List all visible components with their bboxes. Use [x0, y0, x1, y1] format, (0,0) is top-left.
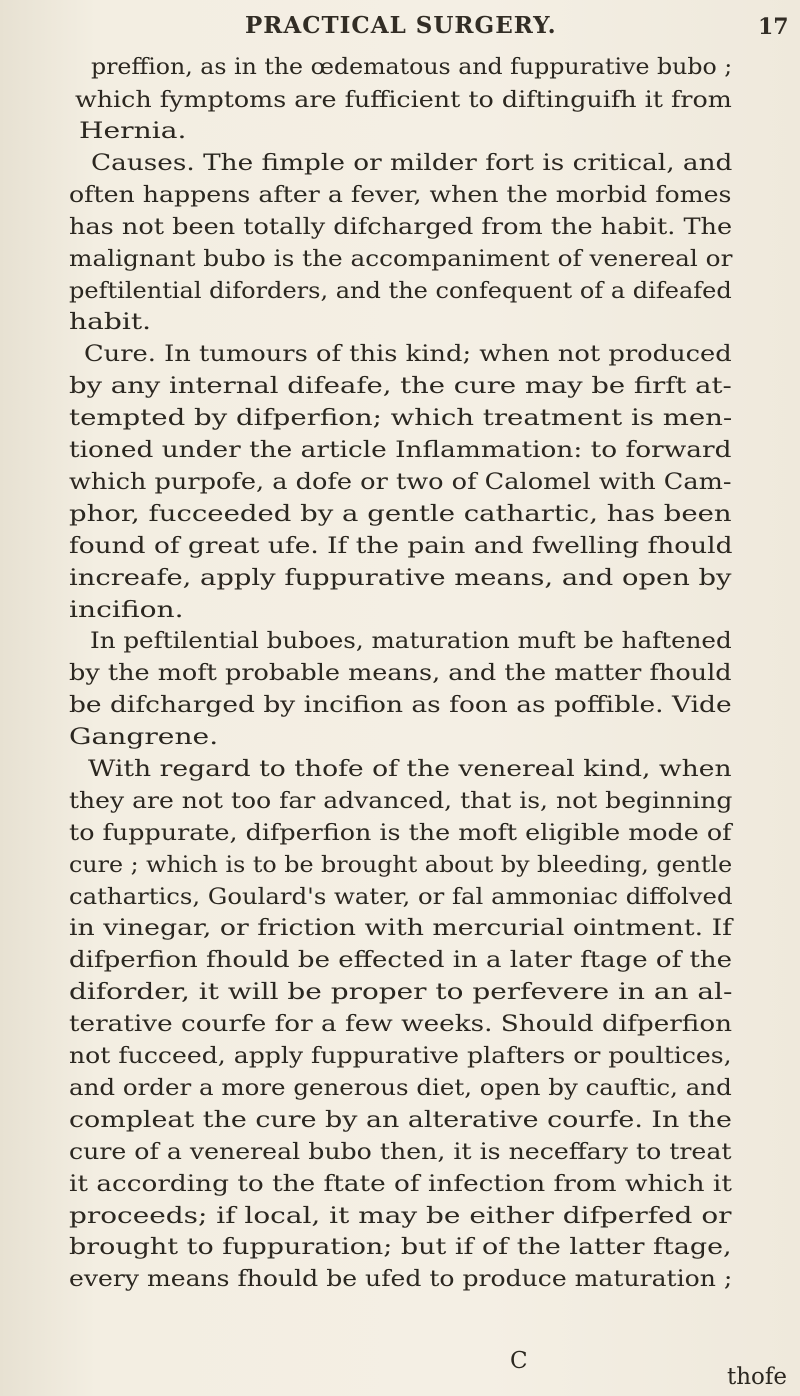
text-line: found of great ufe. If the pain and fwelling fhould [69, 533, 733, 559]
catchword: thofe [727, 1364, 788, 1390]
page-number: 17 [758, 14, 789, 40]
text-line: has not been totally difcharged from the habit. The [69, 214, 733, 240]
text-line: tempted by difperfion; which treatment is men- [69, 405, 733, 431]
text-line: it according to the ftate of infection from which it [69, 1171, 732, 1197]
text-line: Gangrene. [69, 724, 219, 750]
running-title: PRACTICAL SURGERY. [245, 12, 557, 39]
text-line: In peftilential buboes, maturation muft be haftened [90, 628, 732, 654]
text-line: peftilential diforders, and the confequent of a difeafed [69, 278, 732, 304]
text-line: in vinegar, or friction with mercurial ointment. If [69, 915, 733, 941]
text-line: cathartics, Goulard's water, or fal ammoniac diffolved [69, 884, 733, 910]
text-line: which fymptoms are fufficient to diftinguifh it from [75, 87, 732, 113]
text-line: often happens after a fever, when the morbid fomes [69, 182, 732, 208]
text-line: diforder, it will be proper to perfevere in an al- [69, 979, 733, 1005]
text-line: With regard to thofe of the venereal kind, when [88, 756, 732, 782]
text-line: by any internal difeafe, the cure may be firft at- [69, 373, 732, 399]
text-line: difperfion fhould be effected in a later ftage of the [69, 947, 733, 973]
text-line: increafe, apply fuppurative means, and open by [69, 565, 732, 591]
text-line: Hernia. [79, 118, 187, 144]
text-line: malignant bubo is the accompaniment of venereal or [69, 246, 733, 272]
text-line: every means fhould be ufed to produce maturation ; [69, 1266, 733, 1292]
signature-mark: C [510, 1348, 528, 1374]
text-line: brought to fuppuration; but if of the latter ftage, [69, 1234, 732, 1260]
text-line: proceeds; if local, it may be either difperfed or [69, 1203, 732, 1229]
text-line: and order a more generous diet, open by cauftic, and [69, 1075, 732, 1101]
text-line: incifion. [69, 597, 184, 623]
text-line: phor, fucceeded by a gentle cathartic, has been [69, 501, 732, 527]
text-line: preffion, as in the œdematous and fuppurative bubo ; [91, 54, 733, 80]
text-line: terative courfe for a few weeks. Should difperfion [69, 1011, 733, 1037]
text-line: by the moft probable means, and the matter fhould [69, 660, 732, 686]
text-line: they are not too far advanced, that is, not beginning [69, 788, 733, 814]
text-line: be difcharged by incifion as foon as poffible. Vide [69, 692, 732, 718]
text-line: cure of a venereal bubo then, it is neceffary to treat [69, 1139, 732, 1165]
text-line: to fuppurate, difperfion is the moft eligible mode of [69, 820, 732, 846]
text-line: Causes. The fimple or milder fort is critical, and [91, 150, 733, 176]
text-line: cure ; which is to be brought about by bleeding, gentle [69, 852, 733, 878]
text-line: compleat the cure by an alterative courfe. In the [69, 1107, 732, 1133]
text-line: habit. [69, 309, 152, 335]
text-line: not fucceed, apply fuppurative plafters or poultices, [69, 1043, 732, 1069]
text-line: Cure. In tumours of this kind; when not produced [84, 341, 732, 367]
text-line: tioned under the article Inflammation: to forward [69, 437, 732, 463]
text-line: which purpofe, a dofe or two of Calomel with Cam- [69, 469, 732, 495]
